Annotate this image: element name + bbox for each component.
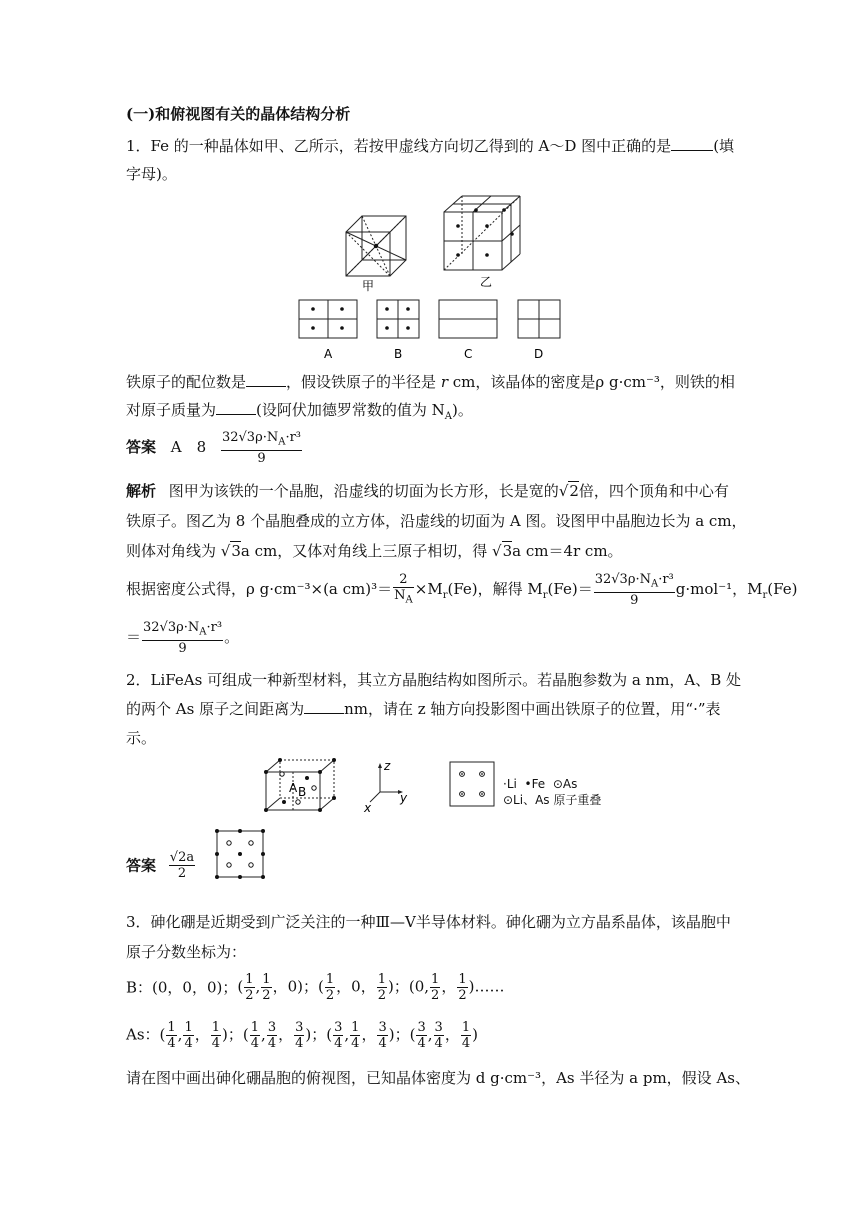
fraction-numerator-end: ·r³ [285, 430, 302, 445]
option-label-d: D [534, 347, 544, 361]
coord-value: 0 [414, 977, 425, 996]
answer-label: 答案 [126, 856, 157, 875]
fraction [267, 1020, 277, 1051]
cell-label-a: A [289, 781, 298, 795]
option-label-b: B [394, 347, 403, 361]
subscript: A [650, 578, 659, 590]
fraction-numerator-end: ·r³ [658, 572, 674, 587]
analysis-text: 图甲为该铁的一个晶胞，沿虚线的切面为长方形，长是宽的 [168, 482, 559, 500]
fraction [333, 1020, 343, 1051]
fraction [594, 572, 675, 608]
bcc-cell-figure-jia [340, 204, 410, 294]
radius-symbol: r [440, 373, 448, 391]
fraction [430, 972, 440, 1003]
as-label: As： [126, 1025, 160, 1044]
fraction-numerator: 32√3ρ·N [143, 620, 200, 635]
subscript: r [762, 589, 768, 601]
fraction [377, 972, 387, 1003]
fraction [350, 1020, 360, 1051]
lifeas-cell-figure [262, 756, 342, 816]
fraction-numerator: 1 [325, 972, 335, 987]
fraction-denominator: 2 [377, 988, 386, 1003]
axis-label-x: x [364, 801, 372, 814]
fraction [377, 1020, 387, 1051]
q1-line4 [126, 400, 473, 427]
fraction-numerator: 3 [417, 1020, 426, 1035]
fraction-denominator: 4 [167, 1036, 176, 1051]
q3-line2: 原子分数坐标为： [126, 943, 247, 961]
sqrt-value: 3 [231, 542, 241, 560]
legend-li: ·Li [503, 777, 517, 791]
legend [503, 776, 601, 808]
fraction-numerator: 1 [167, 1020, 176, 1035]
q3-as-coords: As：( $\frac{1}{4}$ , $\frac{1}{4}$ ， $\frac{1}{4}$ )；( $\frac{1}{4}$ , $\frac{3}{4}$ ， $\frac{3}{4}$ )；( $\frac{3}{4}$ , $\frac{1}{4}$ ， $\frac{3}{4}$ )；( $\frac{3}{4}$ , $\frac{3}{4}$ ， $\frac{1}{4}$ ) [126, 1020, 478, 1051]
option-label-c: C [464, 347, 473, 361]
fraction-numerator: 3 [295, 1020, 304, 1035]
q2-line1: 2．LiFeAs 可组成一种新型材料，其立方晶胞结构如图所示。若晶胞参数为 a nm，A、B 处 [126, 671, 742, 689]
q1-line3 [126, 372, 735, 392]
answer-blank[interactable] [304, 699, 344, 714]
fraction-denominator: 2 [431, 988, 440, 1003]
analysis-text: 根据密度公式得，ρ g·cm⁻³×(a cm)³＝ [126, 579, 393, 598]
fraction-numerator: 1 [262, 972, 271, 987]
fraction-denominator: 4 [434, 1036, 443, 1051]
fraction-denominator: 9 [630, 592, 639, 608]
q2-line3: 示。 [126, 729, 157, 747]
answer-label: 答案 [126, 437, 157, 456]
sqrt-value: 3 [502, 542, 513, 560]
fraction-numerator: 1 [431, 972, 440, 987]
legend-row [503, 776, 601, 792]
legend-fe: •Fe [524, 777, 546, 791]
fraction-numerator: 1 [351, 1020, 360, 1035]
fraction-denominator: 4 [351, 1036, 360, 1051]
option-label-a: A [324, 347, 333, 361]
analysis-text: (Fe)＝ [547, 579, 593, 598]
section-title: (一)和俯视图有关的晶体结构分析 [126, 105, 351, 123]
q1-text-radius: ，假设铁原子的半径是 [286, 373, 437, 391]
fig-label-yi: 乙 [480, 275, 493, 289]
answer-projection-figure [214, 828, 266, 880]
fraction-numerator: 32√3ρ·N [594, 572, 651, 587]
analysis-line5 [126, 620, 239, 660]
analysis-text: 。 [224, 627, 240, 646]
subscript: A [405, 594, 413, 606]
fraction [461, 1020, 471, 1051]
fraction [142, 620, 223, 656]
fraction-numerator: 1 [458, 972, 467, 987]
fraction-denominator: 2 [177, 866, 187, 881]
subscript: A [278, 436, 286, 448]
analysis-text: 则体对角线为 [126, 542, 217, 560]
fraction-denominator: 4 [211, 1036, 221, 1051]
analysis-text: ×M [414, 579, 443, 598]
q1-text-end: )。 [452, 401, 473, 419]
fraction-denominator: 4 [417, 1036, 426, 1051]
analysis-line4 [126, 572, 797, 612]
axes-figure [362, 758, 412, 814]
q2-text: nm，请在 z 轴方向投影图中画出铁原子的位置，用“·”表 [344, 700, 721, 718]
fraction-numerator: 3 [267, 1020, 277, 1035]
fraction-denominator: 4 [461, 1036, 471, 1051]
b-label: B：(0，0，0)； [126, 978, 238, 997]
q1-line2: 字母)。 [126, 165, 177, 183]
fraction [244, 972, 254, 1003]
fraction [457, 972, 467, 1003]
fraction-numerator: 2 [393, 572, 414, 588]
legend-overlap: ⊙Li、As 原子重叠 [503, 793, 602, 807]
q1-text-coord: 铁原子的配位数是 [126, 373, 247, 391]
answer-fraction [169, 850, 195, 881]
answer-blank[interactable] [216, 400, 256, 415]
fraction [166, 1020, 176, 1051]
subscript: r [542, 589, 548, 601]
fraction-denominator: N [394, 588, 406, 603]
cell-label-b: B [298, 785, 307, 799]
subscript: r [442, 589, 448, 601]
analysis-text: a cm，又体对角线上三原子相切，得 [240, 542, 488, 560]
subscript: A [199, 626, 207, 638]
sqrt-value: 2 [569, 482, 579, 500]
q2-answer [126, 850, 196, 900]
q2-text: 的两个 As 原子之间距离为 [126, 700, 305, 718]
eight-cell-figure-yi [440, 190, 530, 290]
q1-text-end: (填 [713, 137, 735, 155]
answer-blank[interactable] [246, 372, 286, 387]
coord-value: 0 [287, 977, 298, 996]
fraction-numerator: 3 [434, 1020, 443, 1035]
fraction-numerator: 3 [378, 1020, 387, 1035]
analysis-line1: 解析 图甲为该铁的一个晶胞，沿虚线的切面为长方形，长是宽的√2倍，四个顶角和中心有 [126, 482, 729, 500]
fraction [325, 972, 335, 1003]
fraction [434, 1020, 444, 1051]
answer-blank[interactable] [671, 136, 713, 151]
fraction [183, 1020, 193, 1051]
fraction-denominator: 4 [334, 1036, 343, 1051]
fraction-denominator: 4 [267, 1036, 277, 1051]
q1-line1 [126, 136, 734, 156]
fraction [393, 572, 414, 608]
fraction-denominator: 2 [245, 988, 254, 1003]
q3-b-coords: B：(0，0，0)；( $\frac{1}{2}$ , $\frac{1}{2}$ ，0)；( $\frac{1}{2}$ ，0， $\frac{1}{2}$ )；(0, $\frac{1}{2}$ ， $\frac{1}{2}$ )…… [126, 972, 505, 1003]
fraction-denominator: 2 [325, 988, 335, 1003]
q2-line2 [126, 699, 721, 719]
fraction-numerator: 1 [211, 1020, 221, 1035]
fraction-numerator: 1 [377, 972, 386, 987]
projection-figure [448, 760, 498, 808]
fraction [416, 1020, 426, 1051]
fraction-denominator: 2 [262, 988, 271, 1003]
fraction-numerator: 1 [250, 1020, 260, 1035]
q1-text-avogadro: (设阿伏加德罗常数的值为 N [256, 401, 445, 419]
fraction [250, 1020, 260, 1051]
analysis-text: (Fe)，解得 M [447, 579, 543, 598]
analysis-text: a cm＝4r cm。 [512, 542, 623, 560]
analysis-label: 解析 [126, 482, 157, 500]
q3-last-line: 请在图中画出砷化硼晶胞的俯视图，已知晶体密度为 d g·cm⁻³，As 半径为 a pm，假设 As、 [126, 1069, 750, 1087]
fig-label-jia: 甲 [362, 279, 375, 293]
fraction-numerator-end: ·r³ [206, 620, 223, 635]
axis-label-z: z [384, 759, 391, 773]
answer-fraction [221, 430, 302, 466]
analysis-text: (Fe) [767, 579, 798, 598]
analysis-line2: 铁原子。图乙为 8 个晶胞叠成的立方体，沿虚线的切面为 A 图。设图甲中晶胞边长为 a cm， [126, 512, 747, 530]
fraction-numerator: 1 [245, 972, 254, 987]
fraction-denominator: 9 [178, 640, 187, 656]
analysis-line3: 则体对角线为 √3a cm，又体对角线上三原子相切，得 √3a cm＝4r cm。 [126, 542, 623, 560]
answer-text: A 8 [170, 437, 207, 456]
analysis-text: 倍，四个顶角和中心有 [578, 482, 729, 500]
q1-answer [126, 430, 303, 470]
ellipsis: …… [474, 977, 505, 996]
axis-label-y: y [400, 791, 408, 805]
subscript: A [444, 411, 452, 422]
fraction-numerator: 3 [334, 1020, 343, 1035]
fraction [294, 1020, 304, 1051]
options-figure [296, 298, 566, 364]
fraction [261, 972, 271, 1003]
coord-value: 0 [351, 977, 361, 996]
fraction-denominator: 4 [378, 1036, 387, 1051]
fraction [211, 1020, 221, 1051]
fraction-denominator: 2 [458, 988, 467, 1003]
fraction-denominator: 4 [295, 1036, 304, 1051]
analysis-text: g·mol⁻¹，M [675, 579, 763, 598]
fraction-numerator: 1 [461, 1020, 471, 1035]
fraction-numerator: √2a [169, 850, 195, 865]
q1-text-density: cm，该晶体的密度是ρ g·cm⁻³，则铁的相 [447, 373, 735, 391]
fraction-numerator: 1 [184, 1020, 193, 1035]
fraction-denominator: 4 [184, 1036, 193, 1051]
fraction-denominator: 9 [257, 450, 266, 466]
q1-text: 1．Fe 的一种晶体如甲、乙所示，若按甲虚线方向切乙得到的 A～D 图中正确的是 [126, 137, 672, 155]
analysis-text: ＝ [126, 627, 142, 646]
fraction-numerator: 32√3ρ·N [221, 430, 279, 445]
q1-text-mass: 对原子质量为 [126, 401, 217, 419]
legend-as: ⊙As [552, 777, 578, 791]
fraction-denominator: 4 [250, 1036, 260, 1051]
q3-line1: 3．砷化硼是近期受到广泛关注的一种Ⅲ—Ⅴ半导体材料。砷化硼为立方晶系晶体，该晶胞中 [126, 913, 731, 931]
